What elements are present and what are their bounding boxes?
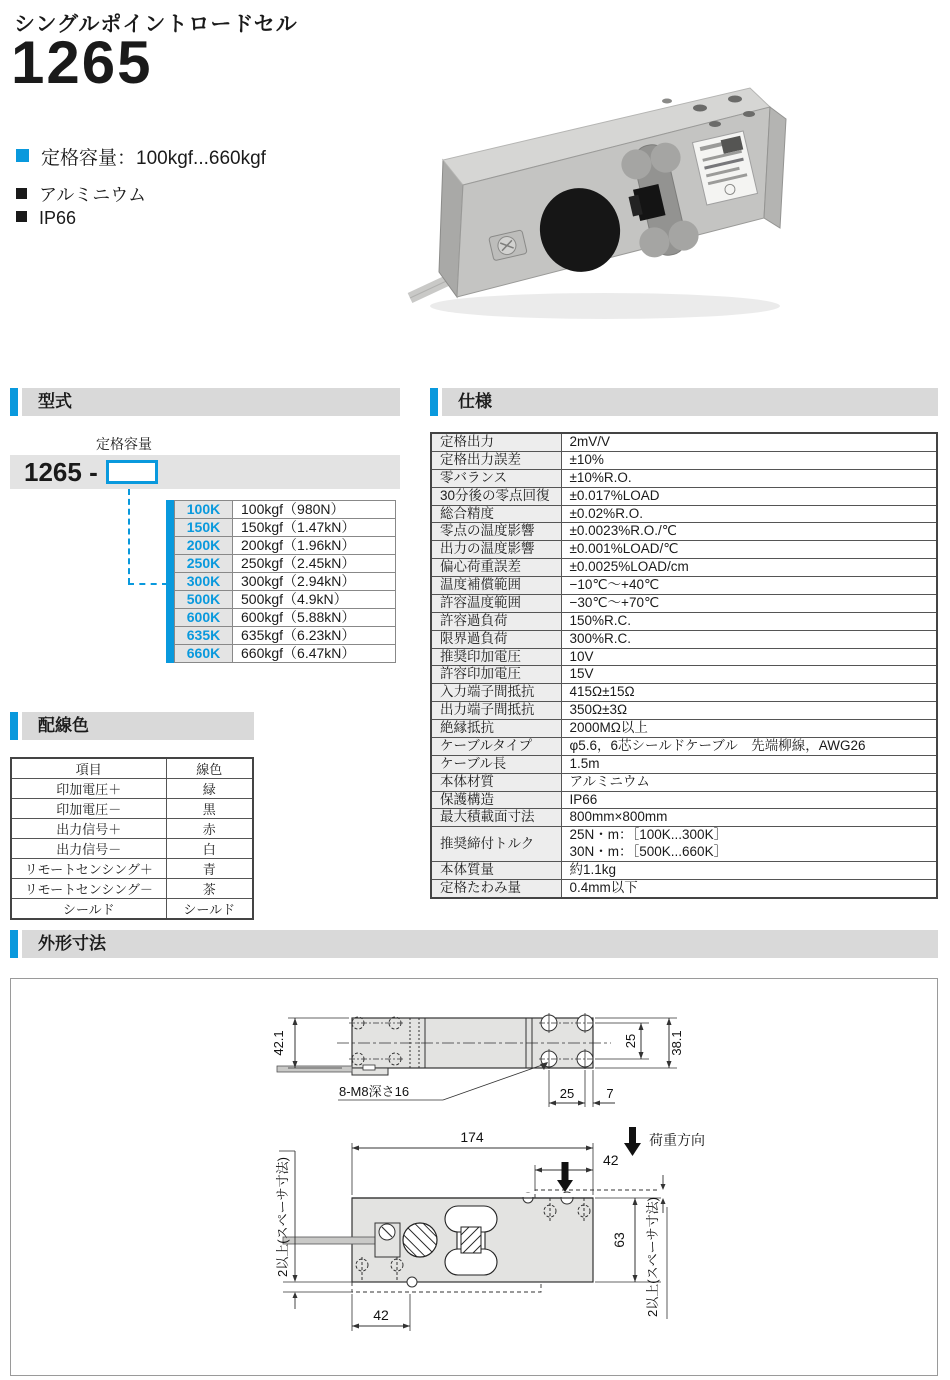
spec-label: 限界過負荷: [431, 630, 561, 648]
dim-bottom-offset: 42: [373, 1307, 389, 1323]
spec-value: −30℃～+70℃: [561, 594, 937, 612]
wiring-header-color: 線色: [166, 758, 253, 779]
table-row: [431, 523, 937, 541]
section-accent-bar: [10, 930, 18, 958]
section-title: 型式: [38, 392, 72, 411]
spec-label: 定格たわみ量: [431, 879, 561, 897]
spec-value: IP66: [561, 791, 937, 809]
section-header-wiring: [10, 712, 254, 740]
section-title: 配線色: [38, 716, 89, 735]
table-row: [175, 519, 396, 537]
table-row: [175, 609, 396, 627]
section-header-model: [10, 388, 400, 416]
option-value: 660kgf（6.47kN）: [233, 645, 396, 663]
spec-value-line1: 25N・m：［100K...300K］: [569, 827, 728, 843]
option-code: 600K: [175, 609, 233, 627]
table-row: [431, 809, 937, 827]
table-row: [431, 827, 937, 862]
table-row: [11, 839, 253, 859]
table-accent-bar: [166, 500, 174, 663]
table-row: [431, 469, 937, 487]
table-row: [11, 819, 253, 839]
spec-value: 800mm×800mm: [561, 809, 937, 827]
wiring-item: シールド: [11, 899, 166, 920]
spec-label: 30分後の零点回復: [431, 487, 561, 505]
table-row: [431, 684, 937, 702]
table-row: [431, 702, 937, 720]
side-view: [271, 1013, 684, 1107]
spec-value: 2mV/V: [561, 433, 937, 451]
table-row: [431, 737, 937, 755]
table-row: [175, 645, 396, 663]
feature-text: 定格容量：100kgf...660kgf: [41, 148, 266, 169]
feature-protection: [16, 208, 76, 229]
dim-height: 42.1: [271, 1030, 286, 1056]
spec-label: 本体材質: [431, 773, 561, 791]
spacer-note-right: 2以上(スペーサ寸法): [645, 1197, 660, 1317]
dimension-drawing-box: [10, 978, 938, 1376]
section-accent-bar: [430, 388, 438, 416]
spec-value: 0.4mm以下: [561, 879, 937, 897]
dimension-drawing: [11, 979, 937, 1375]
spec-value: ±10%R.O.: [561, 469, 937, 487]
capacity-code-box: [106, 460, 158, 484]
wiring-color: 緑: [166, 779, 253, 799]
dim-depth: 63: [611, 1232, 627, 1248]
spec-value: 350Ω±3Ω: [561, 702, 937, 720]
connector-dashed-line: [128, 583, 168, 585]
model-options-table-wrap: [166, 500, 396, 663]
option-value: 150kgf（1.47kN）: [233, 519, 396, 537]
spec-label: 絶縁抵抗: [431, 720, 561, 738]
spec-value: ±0.017%LOAD: [561, 487, 937, 505]
spec-value: 300%R.C.: [561, 630, 937, 648]
feature-material: [16, 181, 146, 207]
wiring-color: 赤: [166, 819, 253, 839]
spec-value: 2000MΩ以上: [561, 720, 937, 738]
table-row: [431, 559, 937, 577]
option-code: 660K: [175, 645, 233, 663]
option-value: 200kgf（1.96kN）: [233, 537, 396, 555]
table-row: [431, 666, 937, 684]
spec-value: φ5.6，6芯シールドケーブル 先端柳線，AWG26: [561, 737, 937, 755]
table-row: [175, 537, 396, 555]
wiring-table: [10, 757, 254, 920]
table-row: [11, 859, 253, 879]
table-row: [431, 433, 937, 451]
feature-rated-capacity: [16, 143, 266, 170]
dim-length: 174: [460, 1129, 484, 1145]
spec-label: 出力端子間抵抗: [431, 702, 561, 720]
section-title: 外形寸法: [38, 934, 106, 953]
option-code: 500K: [175, 591, 233, 609]
spec-label: 推奨締付トルク: [431, 827, 561, 862]
bullet-square-icon: [16, 149, 29, 162]
spec-label: 定格出力誤差: [431, 451, 561, 469]
table-row: [431, 505, 937, 523]
spec-value: −10℃～+40℃: [561, 577, 937, 595]
section-header-spec: [430, 388, 938, 416]
wiring-header-item: 項目: [11, 758, 166, 779]
wiring-item: リモートセンシング＋: [11, 859, 166, 879]
table-row: [431, 541, 937, 559]
table-row: [431, 755, 937, 773]
option-code: 300K: [175, 573, 233, 591]
bullet-square-icon: [16, 211, 27, 222]
wiring-item: 印加電圧－: [11, 799, 166, 819]
option-code: 250K: [175, 555, 233, 573]
option-code: 150K: [175, 519, 233, 537]
wiring-color: 白: [166, 839, 253, 859]
option-value: 100kgf（980N）: [233, 501, 396, 519]
spec-label: 許容過負荷: [431, 612, 561, 630]
plan-view: [275, 1127, 705, 1331]
spec-label: 零バランス: [431, 469, 561, 487]
spec-label: 保護構造: [431, 791, 561, 809]
table-row: [431, 612, 937, 630]
option-value: 250kgf（2.45kN）: [233, 555, 396, 573]
bullet-square-icon: [16, 188, 27, 199]
load-direction-label: 荷重方向: [649, 1132, 705, 1148]
table-row: [431, 487, 937, 505]
table-row: [175, 627, 396, 645]
spec-label: 本体質量: [431, 862, 561, 880]
dim-hole-note: 8-M8深さ16: [339, 1084, 410, 1099]
wiring-item: 印加電圧＋: [11, 779, 166, 799]
section-accent-bar: [10, 712, 18, 740]
table-row: [431, 720, 937, 738]
spec-value: 150%R.C.: [561, 612, 937, 630]
wiring-color: 茶: [166, 879, 253, 899]
spec-label: 温度補償範囲: [431, 577, 561, 595]
dim-inner-height: 25: [623, 1033, 638, 1049]
connector-dashed-line: [128, 489, 130, 584]
dim-outer-height: 38.1: [669, 1030, 684, 1056]
spec-label: ケーブル長: [431, 755, 561, 773]
capacity-label: 定格容量: [96, 436, 152, 452]
table-row: [11, 799, 253, 819]
wiring-item: リモートセンシング－: [11, 879, 166, 899]
table-row: [11, 879, 253, 899]
wiring-item: 出力信号－: [11, 839, 166, 859]
section-header-dimensions: [10, 930, 938, 958]
table-row: [431, 594, 937, 612]
spec-label: 許容温度範囲: [431, 594, 561, 612]
section-title: 仕様: [458, 392, 492, 411]
spec-value: ±0.02%R.O.: [561, 505, 937, 523]
option-code: 635K: [175, 627, 233, 645]
dim-edge-offset: 7: [606, 1086, 614, 1101]
table-row: [431, 791, 937, 809]
spec-value: ±0.001%LOAD/℃: [561, 541, 937, 559]
spec-value-line2: 30N・m：［500K...660K］: [569, 844, 728, 860]
option-code: 200K: [175, 537, 233, 555]
spec-label: 総合精度: [431, 505, 561, 523]
spec-value: ±10%: [561, 451, 937, 469]
section-accent-bar: [10, 388, 18, 416]
table-row: [11, 899, 253, 920]
table-row: [175, 591, 396, 609]
feature-text: アルミニウム: [39, 185, 147, 205]
product-type-title: シングルポイントロードセル: [14, 13, 298, 36]
option-value: 300kgf（2.94kN）: [233, 573, 396, 591]
table-row: [175, 555, 396, 573]
table-row: [175, 501, 396, 519]
spec-label: 偏心荷重誤差: [431, 559, 561, 577]
table-row: [431, 630, 937, 648]
wiring-item: 出力信号＋: [11, 819, 166, 839]
spec-label: 定格出力: [431, 433, 561, 451]
page-title-model-number: 1265: [11, 29, 153, 96]
table-header-row: [11, 758, 253, 779]
model-options-table: [174, 500, 396, 663]
spec-label: 入力端子間抵抗: [431, 684, 561, 702]
spec-label: 最大積載面寸法: [431, 809, 561, 827]
spec-value: 10V: [561, 648, 937, 666]
table-row: [431, 577, 937, 595]
table-row: [11, 779, 253, 799]
dim-hole-pitch: 25: [559, 1086, 575, 1101]
wiring-color: シールド: [166, 899, 253, 920]
spec-label: 推奨印加電圧: [431, 648, 561, 666]
dim-top-offset: 42: [603, 1152, 619, 1168]
wiring-color: 青: [166, 859, 253, 879]
spec-value: 1.5m: [561, 755, 937, 773]
spec-value: 415Ω±15Ω: [561, 684, 937, 702]
feature-text: IP66: [39, 208, 77, 228]
product-photo: [405, 48, 800, 323]
option-value: 600kgf（5.88kN）: [233, 609, 396, 627]
option-value: 635kgf（6.23kN）: [233, 627, 396, 645]
table-row: [431, 773, 937, 791]
spec-label: ケーブルタイプ: [431, 737, 561, 755]
spacer-note-left: 2以上(スペーサ寸法): [275, 1157, 290, 1277]
spec-table: [430, 432, 938, 899]
spec-value: ±0.0025%LOAD/cm: [561, 559, 937, 577]
table-row: [175, 573, 396, 591]
spec-value: [561, 827, 937, 862]
option-value: 500kgf（4.9kN）: [233, 591, 396, 609]
table-row: [431, 451, 937, 469]
wiring-color: 黒: [166, 799, 253, 819]
spec-value: 15V: [561, 666, 937, 684]
option-code: 100K: [175, 501, 233, 519]
table-row: [431, 862, 937, 880]
table-row: [431, 879, 937, 897]
spec-value: ±0.0023%R.O./℃: [561, 523, 937, 541]
model-prefix: 1265 -: [24, 457, 98, 487]
spec-value: 約1.1kg: [561, 862, 937, 880]
spec-value: アルミニウム: [561, 773, 937, 791]
spec-label: 許容印加電圧: [431, 666, 561, 684]
table-row: [431, 648, 937, 666]
spec-label: 出力の温度影響: [431, 541, 561, 559]
spec-label: 零点の温度影響: [431, 523, 561, 541]
